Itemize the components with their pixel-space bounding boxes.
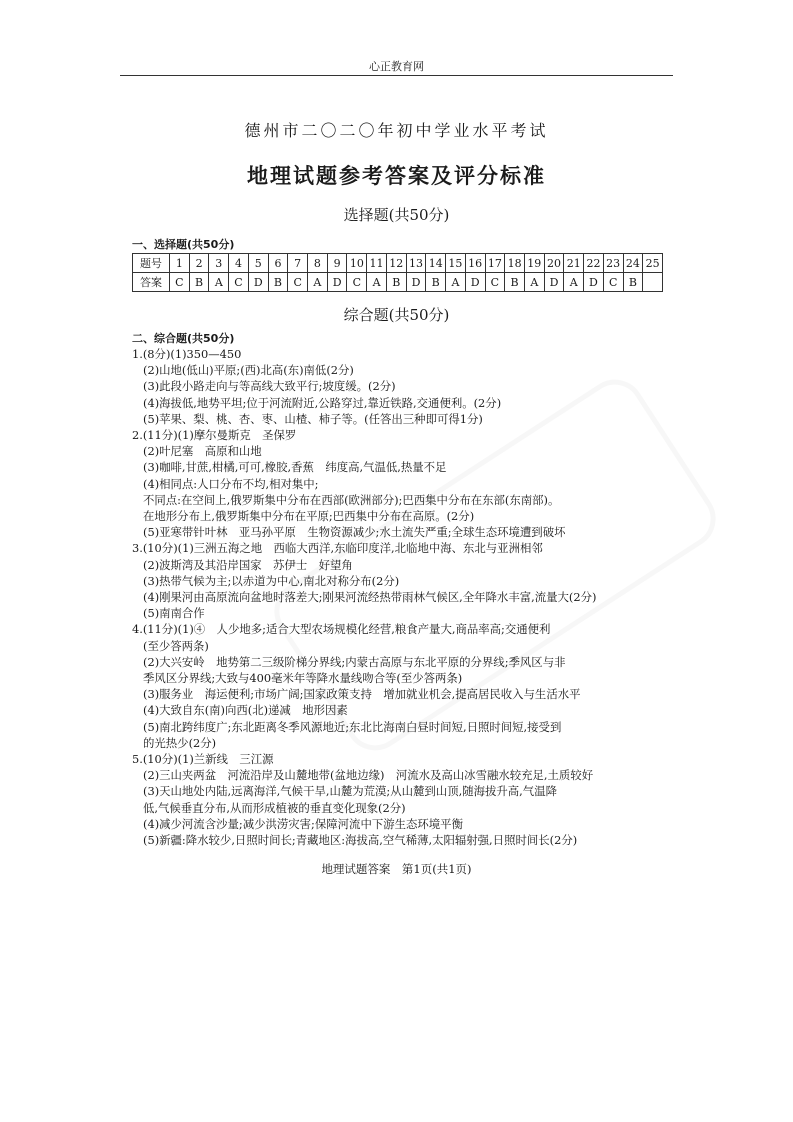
question-number: 10 (347, 254, 367, 273)
answer-line: (2)波斯湾及其沿岸国家 苏伊士 好望角 (143, 557, 353, 572)
question-number: 3 (209, 254, 229, 273)
answer-cell: C (229, 273, 249, 292)
answer-cell: A (446, 273, 466, 292)
question-number: 16 (465, 254, 485, 273)
answer-cell: B (189, 273, 209, 292)
question-number: 4 (229, 254, 249, 273)
answer-line: 不同点:在空间上,俄罗斯集中分布在西部(欧洲部分);巴西集中分布在东部(东南部)。 (143, 492, 560, 507)
page-footer: 地理试题答案 第1页(共1页) (321, 862, 472, 876)
answer-line: (3)热带气候为主;以赤道为中心,南北对称分布(2分) (143, 573, 400, 588)
answer-row (133, 273, 663, 292)
answer-line: (3)服务业 海运便利;市场广阔;国家政策支持 增加就业机会,提高居民收入与生活水平 (143, 687, 581, 702)
question-number: 20 (544, 254, 564, 273)
answer-cell: C (170, 273, 190, 292)
answer-line: (4)海拔低,地势平坦;位于河流附近,公路穿过,靠近铁路,交通便利。(2分) (143, 395, 502, 410)
answer-cell: B (386, 273, 406, 292)
question-number: 23 (603, 254, 623, 273)
synthesis-section-label: 二、综合题(共50分) (132, 332, 235, 345)
site-header: 心正教育网 (369, 60, 424, 73)
synthesis-heading: 综合题(共50分) (343, 306, 450, 324)
question-number: 15 (446, 254, 466, 273)
question-number: 6 (268, 254, 288, 273)
question-number: 17 (485, 254, 505, 273)
answer-cell: A (524, 273, 544, 292)
question-number: 8 (308, 254, 328, 273)
choice-heading: 选择题(共50分) (343, 206, 450, 224)
answer-line: 在地形分布上,俄罗斯集中分布在平原;巴西集中分布在高原。(2分) (143, 509, 475, 524)
answer-cell: C (347, 273, 367, 292)
row-label: 题号 (133, 254, 170, 273)
answer-table (132, 253, 663, 292)
answer-line: (5)南南合作 (143, 606, 205, 621)
question-number: 9 (327, 254, 347, 273)
answer-line: (5)苹果、梨、桃、杏、枣、山楂、柿子等。(任答出三种即可得1分) (143, 411, 483, 426)
row-label: 答案 (133, 273, 170, 292)
question-number: 7 (288, 254, 308, 273)
answer-line: (2)叶尼塞 高原和山地 (143, 444, 262, 459)
answer-cell: D (406, 273, 426, 292)
question-number: 24 (623, 254, 643, 273)
exam-title: 德州市二〇二〇年初中学业水平考试 (244, 121, 549, 140)
answer-cell: B (505, 273, 525, 292)
question-number: 5 (248, 254, 268, 273)
question-number: 13 (406, 254, 426, 273)
answer-cell: B (623, 273, 643, 292)
answer-line: 低,气候垂直分布,从而形成植被的垂直变化现象(2分) (143, 800, 406, 815)
question-number: 22 (584, 254, 604, 273)
header-rule (120, 75, 673, 76)
question-number: 21 (564, 254, 584, 273)
answer-cell (643, 273, 663, 292)
answer-cell: D (544, 273, 564, 292)
answer-line: (至少答两条) (143, 638, 209, 653)
question-number: 18 (505, 254, 525, 273)
answer-cell: A (564, 273, 584, 292)
answer-line: (3)咖啡,甘蔗,柑橘,可可,橡胶,香蕉 纬度高,气温低,热量不足 (143, 460, 447, 475)
answer-line: (4)减少河流含沙量;减少洪涝灾害;保障河流中下游生态环境平衡 (143, 816, 463, 831)
answer-cell: C (485, 273, 505, 292)
answer-cell: B (268, 273, 288, 292)
answer-line: 1.(8分)(1)350—450 (132, 347, 242, 361)
document-title: 地理试题参考答案及评分标准 (247, 164, 546, 188)
answer-line: (2)三山夹两盆 河流沿岸及山麓地带(盆地边缘) 河流水及高山冰雪融水较充足,土质较好 (143, 768, 594, 783)
question-number: 14 (426, 254, 446, 273)
answer-line: 5.(10分)(1)兰新线 三江源 (132, 752, 274, 767)
answer-line: (5)亚寒带针叶林 亚马孙平原 生物资源减少;水土流失严重;全球生态环境遭到破坏 (143, 525, 566, 540)
answer-cell: D (465, 273, 485, 292)
answer-cell: C (288, 273, 308, 292)
answer-cell: A (209, 273, 229, 292)
answer-line: (2)山地(低山)平原;(西)北高(东)南低(2分) (143, 363, 354, 378)
choice-section-label: 一、选择题(共50分) (132, 238, 235, 251)
answer-line: 2.(11分)(1)摩尔曼斯克 圣保罗 (132, 428, 297, 443)
answer-cell: C (603, 273, 623, 292)
question-number: 19 (524, 254, 544, 273)
answer-cell: A (308, 273, 328, 292)
question-number: 1 (170, 254, 190, 273)
answer-cell: D (584, 273, 604, 292)
answer-line: (4)相同点:人口分布不均,相对集中; (143, 476, 319, 491)
question-number: 25 (643, 254, 663, 273)
answer-line: (5)新疆:降水较少,日照时间长;青藏地区:海拔高,空气稀薄,太阳辐射强,日照时间长(2分) (143, 833, 578, 848)
answer-cell: D (248, 273, 268, 292)
synthesis-answers (132, 346, 642, 848)
answer-cell: B (426, 273, 446, 292)
answer-cell: A (367, 273, 387, 292)
answer-line: 4.(11分)(1)④ 人少地多;适合大型农场规模化经营,粮食产量大,商品率高;交通便利 (132, 622, 551, 637)
answer-line: (3)天山地处内陆,远离海洋,气候干旱,山麓为荒漠;从山麓到山顶,随海拔升高,气温降 (143, 784, 557, 799)
answer-line: 3.(10分)(1)三洲五海之地 西临大西洋,东临印度洋,北临地中海、东北与亚洲相邻 (132, 541, 543, 556)
answer-line: (5)南北跨纬度广;东北距离冬季风源地近;东北比海南白昼时间短,日照时间短,接受到 (143, 719, 562, 734)
answer-line: (2)大兴安岭 地势第二三级阶梯分界线;内蒙古高原与东北平原的分界线;季风区与非 (143, 654, 566, 669)
answer-line: (3)此段小路走向与等高线大致平行;坡度缓。(2分) (143, 379, 396, 394)
question-number-row (133, 254, 663, 273)
question-number: 11 (367, 254, 387, 273)
question-number: 12 (386, 254, 406, 273)
answer-line: (4)刚果河由高原流向盆地时落差大;刚果河流经热带雨林气候区,全年降水丰富,流量大(2分) (143, 590, 597, 605)
question-number: 2 (189, 254, 209, 273)
answer-line: 的光热少(2分) (143, 735, 217, 750)
answer-line: 季风区分界线;大致与400毫米年等降水量线吻合等(至少答两条) (143, 671, 463, 686)
answer-line: (4)大致自东(南)向西(北)递减 地形因素 (143, 703, 348, 718)
answer-cell: D (327, 273, 347, 292)
